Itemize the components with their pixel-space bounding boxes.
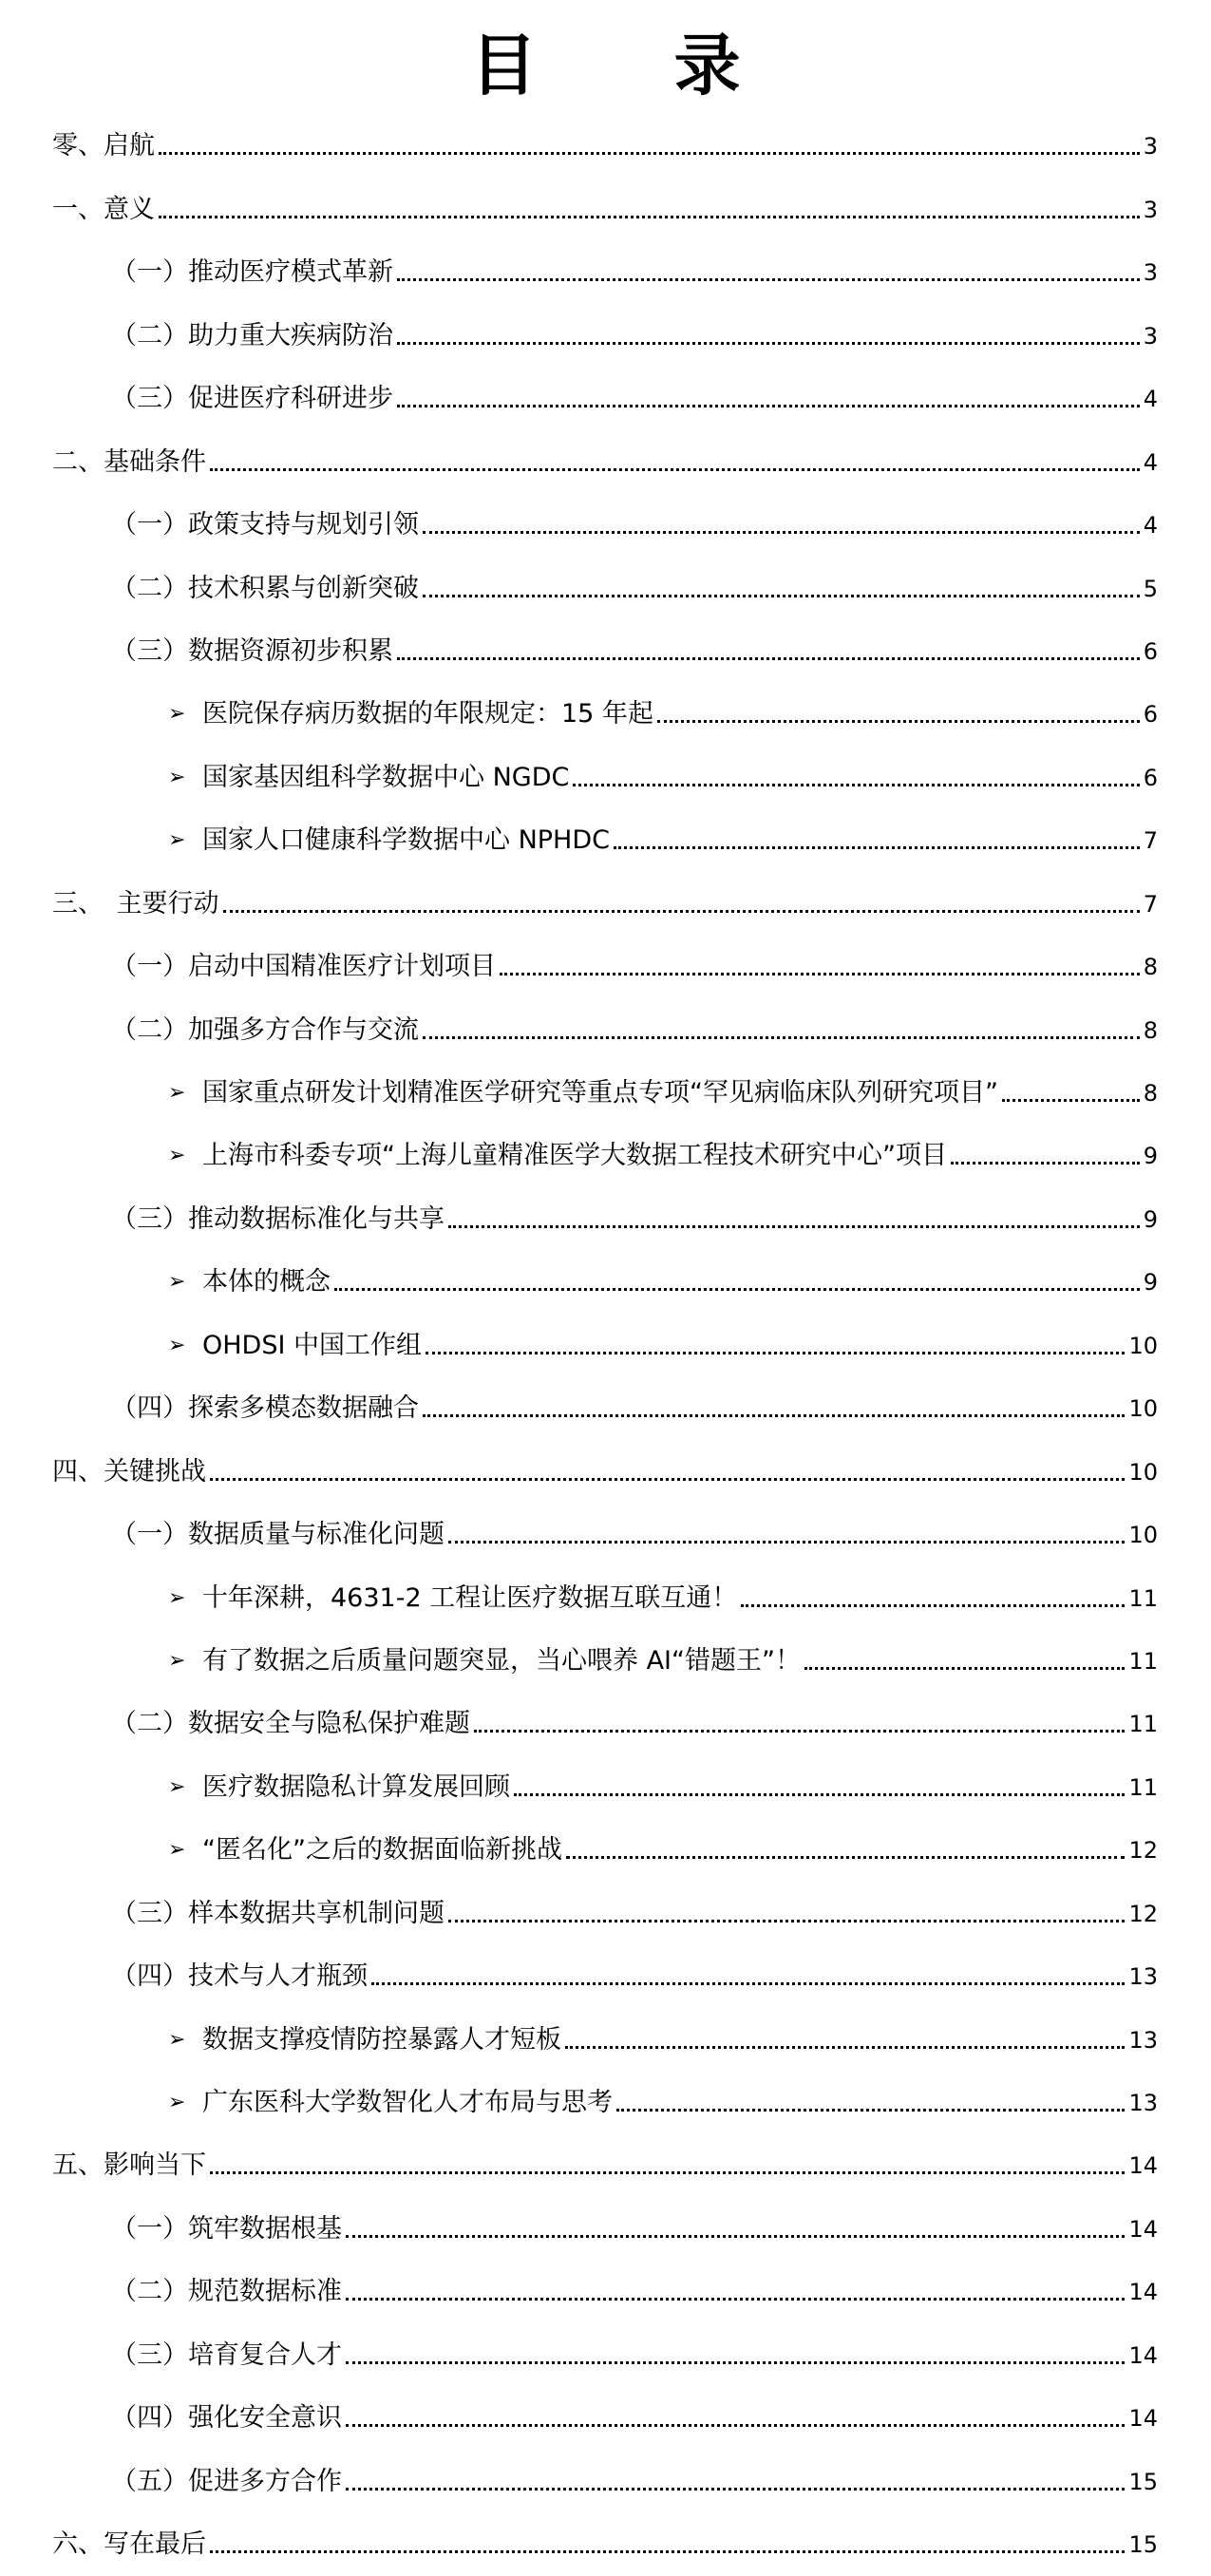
toc-entry[interactable]	[0, 1125, 1211, 1187]
toc-entry[interactable]	[0, 2008, 1211, 2071]
toc-entry[interactable]	[0, 241, 1211, 304]
dot-leader	[448, 1225, 1140, 1228]
bullet-arrow-icon: ➢	[168, 1270, 186, 1295]
toc-entry[interactable]	[0, 1945, 1211, 2008]
toc-page-number: 8	[1143, 1016, 1158, 1044]
toc-entry[interactable]	[0, 2134, 1211, 2197]
toc-page-number: 14	[1128, 2279, 1158, 2306]
dot-leader	[397, 405, 1140, 407]
toc-entry-label: （二）数据安全与隐私保护难题	[111, 1709, 470, 1739]
dot-leader	[346, 2361, 1125, 2364]
toc-entry-label: （二）助力重大疾病防治	[111, 320, 393, 350]
toc-entry[interactable]	[0, 998, 1211, 1061]
bullet-arrow-icon: ➢	[168, 765, 186, 789]
dot-leader	[397, 342, 1140, 345]
toc-page-number: 10	[1128, 1522, 1158, 1549]
dot-leader	[371, 1982, 1125, 1985]
toc-page-number: 4	[1143, 512, 1158, 540]
dot-leader	[804, 1667, 1125, 1670]
dot-leader	[566, 1856, 1125, 1859]
toc-entry-label: （一）推动医疗模式革新	[111, 257, 393, 288]
toc-entry[interactable]	[0, 1819, 1211, 1882]
toc-entry-label: 三、 主要行动	[52, 888, 219, 919]
toc-entry-label: （三）数据资源初步积累	[111, 635, 393, 666]
dot-leader	[573, 784, 1139, 786]
toc-entry[interactable]	[0, 1755, 1211, 1818]
toc-entry[interactable]	[0, 368, 1211, 430]
dot-leader	[159, 152, 1140, 155]
toc-entry[interactable]	[0, 115, 1211, 178]
dot-leader	[741, 1604, 1125, 1607]
dot-leader	[448, 1541, 1125, 1544]
dot-leader	[616, 2109, 1125, 2112]
toc-entry-label: 六、写在最后	[52, 2529, 206, 2560]
dot-leader	[448, 1920, 1125, 1923]
dot-leader	[614, 846, 1140, 849]
toc-page-number: 10	[1128, 1332, 1158, 1359]
toc-entry-label: （三）培育复合人才	[111, 2339, 342, 2370]
toc-page-number: 14	[1128, 2152, 1158, 2180]
toc-entry-label: 五、影响当下	[52, 2150, 206, 2181]
toc-entry[interactable]	[0, 1566, 1211, 1629]
toc-entry[interactable]	[0, 683, 1211, 746]
dot-leader	[1002, 1099, 1140, 1102]
toc-entry-label: （一）数据质量与标准化问题	[111, 1520, 445, 1550]
toc-page-number: 11	[1128, 1711, 1158, 1738]
toc-page-number: 9	[1143, 1269, 1158, 1297]
dot-leader	[474, 1730, 1125, 1733]
dot-leader	[514, 1793, 1125, 1796]
toc-entry-label: （一）筑牢数据根基	[111, 2213, 342, 2244]
dot-leader	[397, 278, 1140, 281]
toc-page-number: 4	[1143, 448, 1158, 476]
toc-page-number: 10	[1128, 1395, 1158, 1423]
toc-entry[interactable]	[0, 872, 1211, 935]
toc-page-number: 8	[1143, 954, 1158, 981]
toc-page-number: 13	[1128, 2090, 1158, 2116]
page-title: 目 录	[470, 27, 798, 104]
toc-entry-label: OHDSI 中国工作组	[202, 1330, 423, 1360]
dot-leader	[346, 2235, 1125, 2238]
toc-entry[interactable]	[0, 936, 1211, 998]
toc-entry-label: （四）强化安全意识	[111, 2403, 342, 2434]
bullet-arrow-icon: ➢	[168, 828, 186, 853]
toc-page-number: 13	[1128, 2026, 1158, 2054]
toc-entry-label: 国家重点研发计划精准医学研究等重点专项“罕见病临床队列研究项目”	[202, 1078, 998, 1108]
toc-entry-label: （二）技术积累与创新突破	[111, 573, 419, 603]
toc-entry[interactable]	[0, 1882, 1211, 1944]
toc-entry[interactable]	[0, 1314, 1211, 1376]
toc-entry-label: （四）技术与人才瓶颈	[111, 1961, 368, 1992]
dot-leader	[210, 2171, 1125, 2174]
toc-page-number: 12	[1128, 1900, 1158, 1927]
dot-leader	[951, 1162, 1140, 1165]
toc-entry[interactable]	[0, 2513, 1211, 2576]
toc-page-number: 4	[1143, 386, 1158, 413]
toc-page-number: 6	[1143, 701, 1158, 729]
toc-entry-label: 国家人口健康科学数据中心 NPHDC	[202, 825, 611, 856]
toc-page-number: 3	[1143, 196, 1158, 223]
toc-entry[interactable]	[0, 494, 1211, 557]
toc-entry[interactable]	[0, 2387, 1211, 2450]
toc-entry[interactable]	[0, 1504, 1211, 1566]
toc-page-number: 15	[1128, 2531, 1158, 2559]
toc-entry-label: 广东医科大学数智化人才布局与思考	[202, 2088, 613, 2117]
dot-leader	[423, 1414, 1125, 1417]
toc-page-number: 6	[1143, 637, 1158, 665]
toc-page-number: 7	[1143, 890, 1158, 918]
toc-entry-label: （一）政策支持与规划引领	[111, 510, 419, 540]
toc-entry-label: （一）启动中国精准医疗计划项目	[111, 952, 496, 982]
toc-page-number: 10	[1128, 1458, 1158, 1486]
toc-page-number: 9	[1143, 1205, 1158, 1233]
toc-page-number: 3	[1143, 322, 1158, 350]
toc-entry[interactable]	[0, 2197, 1211, 2260]
toc-entry-label: （二）规范数据标准	[111, 2277, 342, 2307]
dot-leader	[159, 216, 1140, 218]
toc-entry-label: （三）推动数据标准化与共享	[111, 1203, 445, 1234]
toc-page-number: 14	[1128, 2215, 1158, 2243]
toc-entry-label: 医院保存病历数据的年限规定：15 年起	[202, 699, 653, 729]
dot-leader	[223, 910, 1140, 913]
dot-leader	[426, 1352, 1125, 1354]
toc-entry-label: 上海市科委专项“上海儿童精准医学大数据工程技术研究中心”项目	[202, 1141, 947, 1171]
toc-page-number: 5	[1143, 575, 1158, 602]
bullet-arrow-icon: ➢	[168, 2027, 186, 2052]
toc-entry-label: 一、意义	[52, 194, 155, 224]
toc-page-number: 3	[1143, 133, 1158, 161]
toc-page-number: 6	[1143, 764, 1158, 791]
toc-entry[interactable]	[0, 557, 1211, 619]
toc-entry[interactable]	[0, 1630, 1211, 1693]
toc-entry-label: 国家基因组科学数据中心 NGDC	[202, 762, 570, 792]
toc-entry[interactable]	[0, 304, 1211, 367]
dot-leader	[210, 2550, 1125, 2553]
toc-entry-label: 数据支撑疫情防控暴露人才短板	[202, 2024, 561, 2055]
toc-entry[interactable]	[0, 1693, 1211, 1755]
toc-entry[interactable]	[0, 2261, 1211, 2323]
toc-entry-label: 零、启航	[52, 131, 155, 161]
bullet-arrow-icon: ➢	[168, 1585, 186, 1610]
toc-page-number: 11	[1128, 1584, 1158, 1612]
toc-entry-label: “匿名化”之后的数据面临新挑战	[202, 1835, 562, 1866]
dot-leader	[210, 468, 1140, 471]
toc-page-number: 11	[1128, 1647, 1158, 1675]
dot-leader	[657, 720, 1140, 723]
toc-entry-label: （三）样本数据共享机制问题	[111, 1898, 445, 1928]
toc-page-number: 8	[1143, 1080, 1158, 1107]
toc-list	[0, 115, 1211, 2576]
dot-leader	[346, 2424, 1125, 2427]
toc-entry-label: （五）促进多方合作	[111, 2466, 342, 2496]
toc-entry[interactable]	[0, 1377, 1211, 1440]
toc-entry[interactable]	[0, 1062, 1211, 1125]
toc-entry[interactable]	[0, 1251, 1211, 1314]
bullet-arrow-icon: ➢	[168, 2091, 186, 2114]
dot-leader	[397, 657, 1140, 660]
bullet-arrow-icon: ➢	[168, 702, 186, 727]
dot-leader	[334, 1288, 1140, 1291]
toc-entry[interactable]	[0, 1440, 1211, 1503]
toc-entry[interactable]	[0, 809, 1211, 872]
toc-entry[interactable]	[0, 620, 1211, 683]
toc-entry-label: 四、关键挑战	[52, 1456, 206, 1487]
toc-entry[interactable]	[0, 2323, 1211, 2386]
bullet-arrow-icon: ➢	[168, 1648, 186, 1673]
toc-page-number: 3	[1143, 259, 1158, 287]
toc-page-number: 7	[1143, 827, 1158, 855]
bullet-arrow-icon: ➢	[168, 1838, 186, 1863]
toc-entry-label: （二）加强多方合作与交流	[111, 1014, 419, 1045]
bullet-arrow-icon: ➢	[168, 1774, 186, 1799]
toc-entry[interactable]	[0, 2450, 1211, 2512]
toc-page-number: 11	[1128, 1773, 1158, 1801]
bullet-arrow-icon: ➢	[168, 1333, 186, 1357]
toc-entry-label: （四）探索多模态数据融合	[111, 1393, 419, 1424]
dot-leader	[423, 595, 1140, 597]
bullet-arrow-icon: ➢	[168, 1081, 186, 1105]
toc-page-number: 14	[1128, 2405, 1158, 2433]
toc-entry[interactable]	[0, 178, 1211, 240]
toc-entry-label: （三）促进医疗科研进步	[111, 384, 393, 414]
toc-entry-label: 十年深耕，4631-2 工程让医疗数据互联互通！	[202, 1582, 738, 1613]
dot-leader	[500, 973, 1140, 975]
toc-page-number: 12	[1128, 1837, 1158, 1865]
dot-leader	[346, 2298, 1125, 2301]
toc-entry[interactable]	[0, 2072, 1211, 2134]
toc-page-number: 15	[1128, 2468, 1158, 2495]
toc-entry-label: 本体的概念	[202, 1267, 331, 1297]
dot-leader	[423, 1036, 1140, 1039]
dot-leader	[423, 531, 1140, 534]
dot-leader	[210, 1478, 1125, 1481]
toc-entry[interactable]	[0, 746, 1211, 808]
toc-page-number: 14	[1128, 2341, 1158, 2369]
dot-leader	[346, 2488, 1125, 2491]
dot-leader	[565, 2046, 1125, 2049]
toc-entry-label: 医疗数据隐私计算发展回顾	[202, 1771, 510, 1802]
toc-page-number: 13	[1128, 1963, 1158, 1991]
toc-page-number: 9	[1143, 1143, 1158, 1170]
toc-entry[interactable]	[0, 430, 1211, 493]
toc-entry-label: 二、基础条件	[52, 446, 206, 477]
toc-entry-label: 有了数据之后质量问题突显，当心喂养 AI“错题王”！	[202, 1645, 801, 1676]
toc-entry[interactable]	[0, 1187, 1211, 1250]
bullet-arrow-icon: ➢	[168, 1144, 186, 1168]
